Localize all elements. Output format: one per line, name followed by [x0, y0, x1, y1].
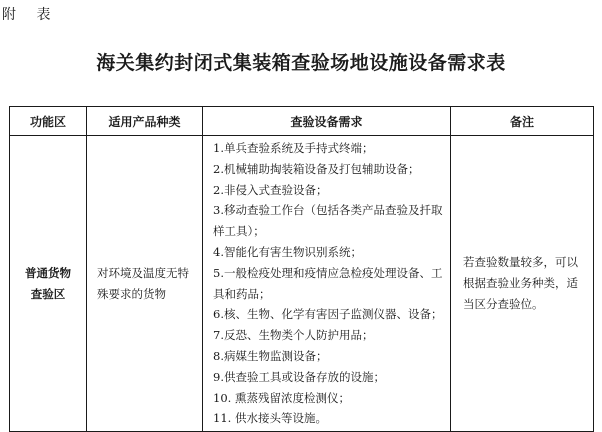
header-equipment-requirements: 查验设备需求 — [203, 107, 451, 136]
list-item: 9.供查验工具或设备存放的设施； — [213, 369, 385, 384]
list-item: 1.单兵查验系统及手持式终端； — [213, 141, 374, 155]
list-item: 3.移动查验工作台（包括各类产品查验及扦取样工具）； — [213, 203, 443, 239]
page-title: 海关集约封闭式集装箱查验场地设施设备需求表 — [96, 52, 506, 74]
list-item: 10. 熏蒸残留浓度检测仪； — [213, 390, 350, 405]
attachment-label: 附 表 — [2, 7, 59, 23]
list-item: 8.病媒生物监测设备； — [213, 348, 328, 363]
requirements-list — [213, 138, 444, 429]
header-remarks: 备注 — [451, 107, 594, 136]
list-item: 2.机械辅助掏装箱设备及打包辅助设备； — [213, 161, 420, 176]
list-item: 6.核、生物、化学有害因子监测仪器、设备； — [213, 307, 443, 322]
table-row — [10, 136, 594, 432]
list-item: 7.反恐、生物类个人防护用品； — [213, 328, 374, 343]
header-function-area: 功能区 — [10, 107, 87, 136]
table-header-row — [10, 107, 594, 136]
list-item: 2.非侵入式查验设备； — [213, 182, 328, 197]
header-product-type: 适用产品种类 — [87, 107, 203, 136]
requirements-table — [9, 106, 594, 432]
list-item: 11. 供水接头等设施。 — [213, 411, 327, 426]
list-item: 5.一般检疫处理和疫情应急检疫处理设备、工具和药品； — [213, 265, 443, 301]
cell-product-type: 对环境及温度无特殊要求的货物 — [87, 136, 203, 432]
cell-remarks: 若查验数量较多，可以根据查验业务种类，适当区分查验位。 — [451, 136, 594, 432]
cell-function-area: 普通货物查验区 — [10, 136, 87, 432]
cell-equipment-requirements — [203, 136, 451, 432]
list-item: 4.智能化有害生物识别系统； — [213, 244, 362, 259]
